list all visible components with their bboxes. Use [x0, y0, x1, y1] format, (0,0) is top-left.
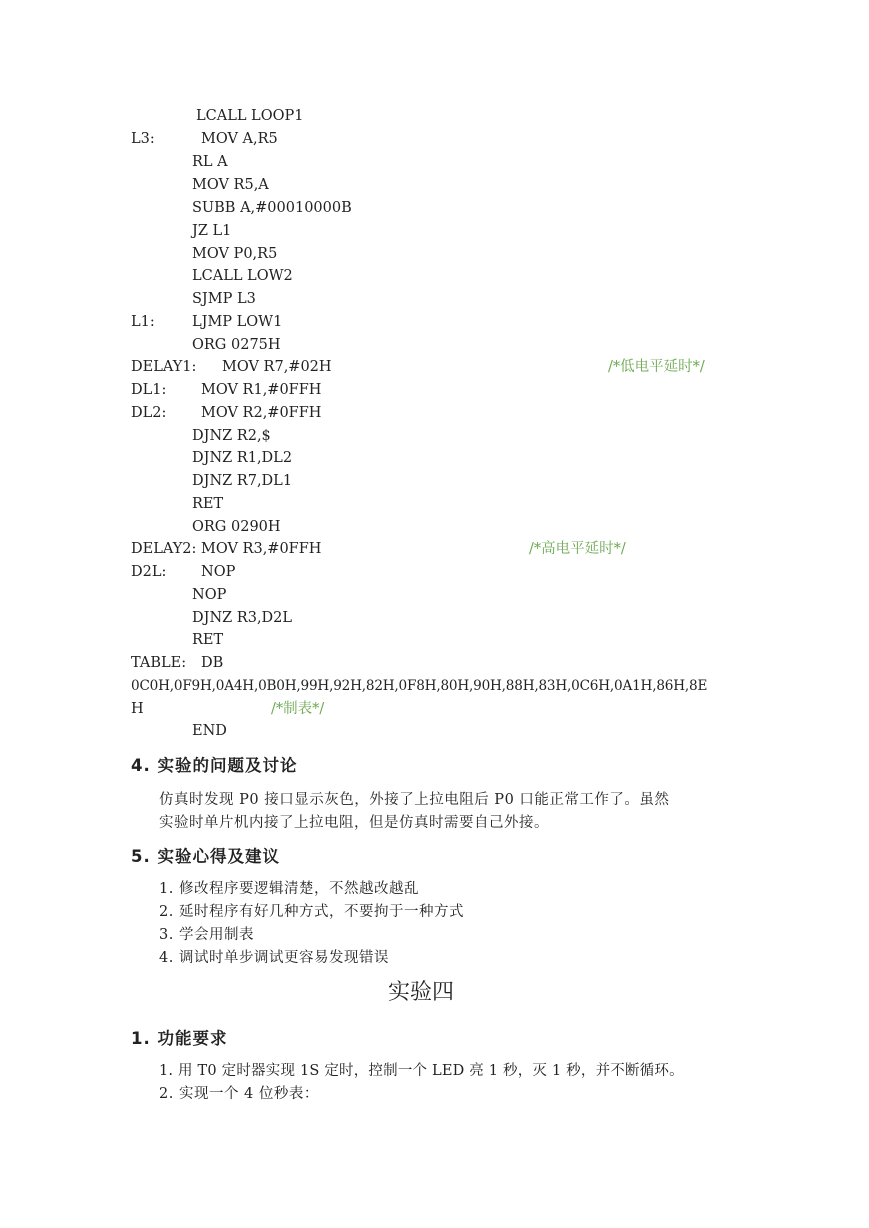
code-line: MOV R7,#02H — [222, 359, 332, 375]
code-line: END — [192, 723, 227, 739]
code-label: TABLE: — [131, 655, 187, 671]
code-label: DL1: — [131, 382, 167, 398]
section-heading: 5. 实验心得及建议 — [131, 847, 280, 866]
code-line: MOV R3,#0FFH — [201, 541, 322, 557]
code-line: DB — [201, 655, 224, 671]
code-line: DJNZ R1,DL2 — [192, 450, 293, 466]
list-item: 4. 调试时单步调试更容易发现错误 — [159, 950, 389, 966]
code-line: MOV A,R5 — [201, 131, 278, 147]
paragraph-line: 仿真时发现 P0 接口显示灰色，外接了上拉电阻后 P0 口能正常工作了。虽然 — [159, 792, 670, 808]
code-line: ORG 0290H — [192, 519, 281, 535]
comment-delay2: /*高电平延时*/ — [529, 541, 626, 557]
section-heading: 1. 功能要求 — [131, 1029, 228, 1048]
list-item: 1. 修改程序要逻辑清楚，不然越改越乱 — [159, 881, 419, 897]
code-label: DL2: — [131, 405, 167, 421]
code-label: DELAY1: — [131, 359, 197, 375]
code-line: JZ L1 — [192, 223, 232, 239]
code-line: LCALL LOW2 — [192, 268, 293, 284]
list-item: 2. 延时程序有好几种方式，不要拘于一种方式 — [159, 904, 464, 920]
list-item: 2. 实现一个 4 位秒表： — [159, 1086, 319, 1102]
code-line: MOV R1,#0FFH — [201, 382, 322, 398]
code-line: SJMP L3 — [192, 291, 256, 307]
code-line: RL A — [192, 154, 228, 170]
comment-table: /*制表*/ — [271, 701, 325, 717]
code-label: L1: — [131, 314, 155, 330]
page-title: 实验四 — [388, 980, 455, 1005]
list-item: 1. 用 T0 定时器实现 1S 定时，控制一个 LED 亮 1 秒，灭 1 秒，并不断循环。 — [159, 1063, 684, 1079]
code-line: NOP — [201, 564, 236, 580]
code-label: D2L: — [131, 564, 167, 580]
code-line: SUBB A,#00010000B — [192, 200, 352, 216]
code-line: ORG 0275H — [192, 337, 281, 353]
code-line: NOP — [192, 587, 227, 603]
code-line: DJNZ R2,$ — [192, 428, 271, 444]
list-item: 3. 学会用制表 — [159, 927, 254, 943]
code-label: DELAY2: — [131, 541, 197, 557]
code-line: H — [131, 701, 144, 717]
code-line: RET — [192, 632, 224, 648]
code-line: 0C0H,0F9H,0A4H,0B0H,99H,92H,82H,0F8H,80H,90H,88H,83H,0C6H,0A1H,86H,8E — [131, 678, 708, 694]
code-line: DJNZ R3,D2L — [192, 610, 293, 626]
comment-delay1: /*低电平延时*/ — [608, 359, 705, 375]
paragraph-line: 实验时单片机内接了上拉电阻，但是仿真时需要自己外接。 — [159, 815, 549, 831]
code-line: MOV P0,R5 — [192, 246, 278, 262]
code-label: L3: — [131, 131, 155, 147]
code-line: MOV R5,A — [192, 177, 269, 193]
code-line: LCALL LOOP1 — [196, 108, 304, 124]
code-line: RET — [192, 496, 224, 512]
code-line: LJMP LOW1 — [192, 314, 283, 330]
section-heading: 4. 实验的问题及讨论 — [131, 756, 298, 775]
code-line: MOV R2,#0FFH — [201, 405, 322, 421]
code-line: DJNZ R7,DL1 — [192, 473, 293, 489]
